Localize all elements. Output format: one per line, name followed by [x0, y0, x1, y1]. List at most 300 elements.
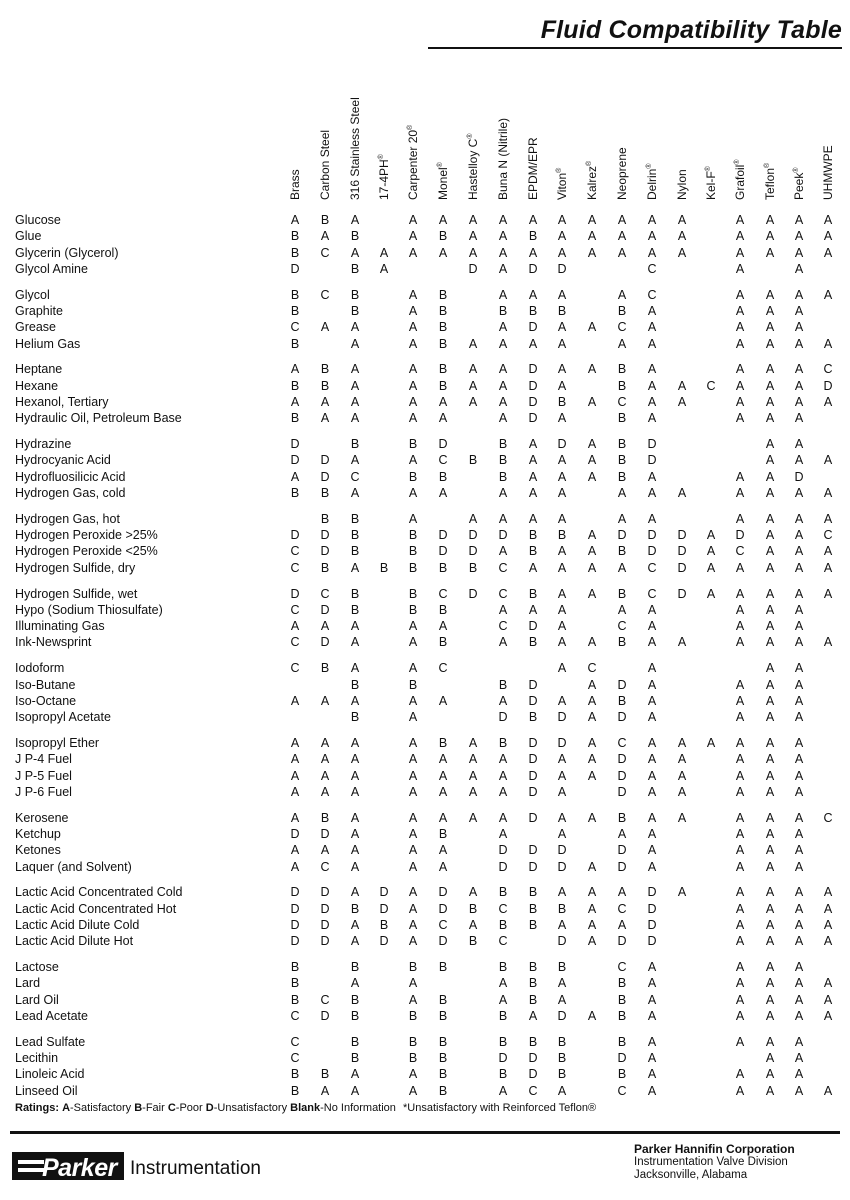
column-header-label: Teflon®: [763, 162, 777, 200]
rating-cell: B: [528, 528, 538, 543]
rating-cell: A: [765, 1051, 775, 1065]
rating-cell: A: [677, 378, 687, 393]
table-row: [0, 959, 850, 975]
rating-cell: A: [735, 735, 745, 750]
rating-cell: A: [290, 395, 300, 409]
rating-cell: D: [647, 544, 657, 559]
rating-cell: A: [557, 693, 567, 708]
rating-cell: A: [498, 378, 508, 393]
rating-cell: D: [320, 885, 330, 900]
rating-cell: C: [617, 320, 627, 335]
rating-cell: A: [617, 560, 627, 575]
rating-cell: A: [765, 677, 775, 692]
rating-cell: A: [677, 245, 687, 260]
table-row: [0, 511, 850, 527]
rating-cell: A: [735, 336, 745, 351]
rating-cell: A: [765, 661, 775, 676]
rating-cell: D: [528, 752, 538, 767]
rating-cell: A: [794, 1034, 804, 1049]
rating-cell: A: [557, 362, 567, 377]
rating-cell: A: [408, 395, 418, 409]
legend-text: -Fair: [142, 1102, 165, 1114]
table-row: [0, 1034, 850, 1050]
rating-cell: A: [647, 602, 657, 617]
rating-cell: A: [350, 917, 360, 932]
rating-cell: A: [823, 976, 833, 991]
rating-cell: A: [557, 976, 567, 991]
rating-cell: A: [408, 362, 418, 377]
rating-cell: A: [587, 229, 597, 244]
rating-cell: A: [528, 1008, 538, 1023]
table-row: [0, 336, 850, 352]
rating-cell: D: [647, 934, 657, 949]
rating-cell: A: [587, 586, 597, 601]
rating-cell: B: [557, 1034, 567, 1049]
rating-cell: A: [765, 378, 775, 393]
rating-cell: A: [587, 245, 597, 260]
rating-cell: B: [617, 635, 627, 650]
rating-cell: A: [320, 229, 330, 244]
rating-cell: A: [468, 917, 478, 932]
fluid-name: Hydrogen Sulfide, dry: [15, 560, 136, 575]
fluid-name: Glue: [15, 229, 42, 244]
rating-cell: D: [528, 261, 538, 276]
rating-cell: A: [557, 992, 567, 1007]
rating-cell: B: [617, 810, 627, 825]
rating-cell: D: [379, 934, 389, 949]
rating-cell: A: [647, 336, 657, 351]
rating-cell: A: [735, 810, 745, 825]
rating-cell: B: [350, 1034, 360, 1049]
rating-cell: D: [498, 528, 508, 543]
rating-cell: A: [557, 810, 567, 825]
rating-cell: A: [765, 304, 775, 318]
rating-cell: A: [735, 378, 745, 393]
rating-cell: A: [735, 261, 745, 276]
rating-cell: A: [794, 735, 804, 750]
rating-cell: A: [617, 229, 627, 244]
rating-cell: A: [290, 213, 300, 227]
rating-cell: A: [408, 378, 418, 393]
legend-note: *Unsatisfactory with Reinforced Teflon®: [402, 1102, 597, 1114]
rating-cell: A: [677, 735, 687, 750]
rating-cell: A: [647, 635, 657, 650]
rating-cell: D: [528, 693, 538, 708]
fluid-name: Graphite: [15, 304, 63, 318]
rating-cell: A: [557, 917, 567, 932]
rating-cell: A: [647, 710, 657, 725]
rating-cell: A: [617, 885, 627, 900]
rating-cell: A: [765, 810, 775, 825]
rating-cell: B: [408, 586, 418, 601]
rating-cell: A: [468, 784, 478, 799]
rating-cell: A: [290, 843, 300, 858]
rating-cell: A: [677, 885, 687, 900]
rating-cell: A: [765, 859, 775, 874]
rating-cell: A: [647, 843, 657, 858]
table-row: [0, 410, 850, 426]
rating-cell: C: [498, 619, 508, 634]
rating-cell: A: [557, 602, 567, 617]
rating-cell: D: [647, 901, 657, 916]
rating-cell: A: [408, 320, 418, 335]
rating-cell: A: [647, 245, 657, 260]
rating-cell: B: [557, 1067, 567, 1082]
rating-cell: C: [320, 586, 330, 601]
rating-cell: B: [498, 885, 508, 900]
rating-cell: C: [320, 859, 330, 874]
rating-cell: A: [765, 843, 775, 858]
rating-cell: B: [290, 411, 300, 426]
rating-cell: A: [794, 693, 804, 708]
page-title: Fluid Compatibility Table: [540, 16, 842, 44]
table-row: [0, 768, 850, 784]
rating-cell: A: [587, 677, 597, 692]
rating-cell: A: [408, 976, 418, 991]
rating-cell: B: [617, 453, 627, 468]
rating-cell: B: [498, 677, 508, 692]
rating-cell: B: [350, 1051, 360, 1065]
rating-cell: B: [557, 901, 567, 916]
legend-text: -Satisfactory: [70, 1102, 132, 1114]
rating-cell: A: [677, 486, 687, 500]
fluid-name: Hydrogen Peroxide <25%: [15, 544, 158, 559]
rating-cell: D: [498, 1051, 508, 1065]
legend-key: A: [62, 1102, 71, 1114]
fluid-name: Isopropyl Ether: [15, 735, 100, 750]
rating-cell: C: [290, 1051, 300, 1065]
fluid-name: Isopropyl Acetate: [15, 710, 111, 725]
rating-cell: B: [408, 602, 418, 617]
rating-cell: D: [528, 735, 538, 750]
rating-cell: A: [408, 336, 418, 351]
rating-cell: B: [438, 602, 448, 617]
rating-cell: C: [647, 261, 657, 276]
rating-cell: A: [350, 885, 360, 900]
rating-cell: A: [823, 992, 833, 1007]
rating-cell: B: [528, 635, 538, 650]
rating-cell: B: [320, 661, 330, 676]
rating-cell: B: [350, 544, 360, 559]
rating-cell: C: [617, 901, 627, 916]
table-row: [0, 436, 850, 452]
rating-cell: A: [823, 395, 833, 409]
rating-cell: A: [735, 511, 745, 526]
trademark-mark: ®: [556, 167, 563, 173]
rating-cell: A: [794, 843, 804, 858]
rating-cell: A: [735, 304, 745, 318]
rating-cell: D: [290, 453, 300, 468]
rating-cell: A: [765, 602, 775, 617]
rating-cell: A: [794, 528, 804, 543]
rating-cell: B: [557, 1051, 567, 1065]
rating-cell: B: [350, 901, 360, 916]
rating-cell: A: [823, 586, 833, 601]
rating-cell: A: [350, 735, 360, 750]
table-row: [0, 361, 850, 377]
rating-cell: B: [438, 826, 448, 841]
rating-cell: D: [320, 901, 330, 916]
rating-cell: B: [498, 304, 508, 318]
table-row: [0, 884, 850, 900]
table-row: [0, 901, 850, 917]
table-row: [0, 261, 850, 277]
column-header-label: Monel®: [436, 162, 450, 200]
rating-cell: B: [528, 1034, 538, 1049]
table-row: [0, 319, 850, 335]
fluid-name: Glycol: [15, 287, 50, 302]
rating-cell: A: [647, 378, 657, 393]
fluid-name: Lard Oil: [15, 992, 59, 1007]
rating-cell: A: [647, 213, 657, 227]
rating-cell: A: [468, 810, 478, 825]
rating-cell: B: [438, 1051, 448, 1065]
rating-cell: A: [647, 1083, 657, 1098]
rating-cell: B: [438, 560, 448, 575]
rating-cell: A: [647, 362, 657, 377]
rating-cell: A: [557, 411, 567, 426]
rating-cell: A: [823, 934, 833, 949]
rating-cell: A: [498, 693, 508, 708]
rating-cell: A: [765, 735, 775, 750]
rating-cell: A: [587, 693, 597, 708]
rating-cell: A: [794, 934, 804, 949]
fluid-name: Lactic Acid Concentrated Hot: [15, 901, 177, 916]
rating-cell: B: [528, 710, 538, 725]
rating-cell: A: [320, 768, 330, 783]
rating-cell: B: [350, 960, 360, 974]
rating-cell: A: [765, 885, 775, 900]
rating-cell: A: [557, 511, 567, 526]
rating-cell: A: [587, 560, 597, 575]
rating-cell: A: [735, 901, 745, 916]
fluid-name: Iodoform: [15, 661, 65, 676]
rating-cell: A: [765, 586, 775, 601]
rating-cell: A: [765, 752, 775, 767]
rating-cell: D: [498, 710, 508, 725]
rating-cell: A: [557, 469, 567, 484]
rating-cell: A: [735, 635, 745, 650]
rating-cell: D: [647, 453, 657, 468]
rating-cell: A: [794, 917, 804, 932]
company-division: Instrumentation Valve Division: [634, 1156, 788, 1168]
rating-cell: A: [557, 784, 567, 799]
table-row: [0, 287, 850, 303]
company-location: Jacksonville, Alabama: [634, 1169, 748, 1181]
logo-dash: [18, 1160, 44, 1164]
rating-cell: A: [794, 992, 804, 1007]
rating-cell: A: [350, 213, 360, 227]
column-header-label: Brass: [288, 169, 302, 200]
trademark-mark: ®: [734, 159, 741, 165]
column-header-label: Carpenter 20®: [406, 124, 420, 200]
fluid-name: J P-6 Fuel: [15, 784, 72, 799]
rating-cell: A: [438, 859, 448, 874]
rating-cell: A: [735, 619, 745, 634]
rating-cell: A: [735, 693, 745, 708]
rating-cell: C: [706, 378, 716, 393]
rating-cell: A: [706, 735, 716, 750]
rating-cell: A: [794, 486, 804, 500]
rating-cell: A: [438, 784, 448, 799]
rating-cell: D: [617, 859, 627, 874]
rating-cell: A: [408, 784, 418, 799]
rating-cell: D: [528, 784, 538, 799]
rating-cell: A: [617, 826, 627, 841]
rating-cell: A: [498, 486, 508, 500]
rating-cell: A: [794, 511, 804, 526]
rating-cell: A: [735, 677, 745, 692]
rating-cell: A: [823, 336, 833, 351]
company-info: [634, 1143, 795, 1182]
rating-cell: B: [408, 437, 418, 452]
rating-cell: A: [823, 1083, 833, 1098]
rating-cell: A: [528, 469, 538, 484]
rating-cell: A: [765, 619, 775, 634]
rating-cell: A: [735, 586, 745, 601]
logo-subtitle: Instrumentation: [130, 1158, 261, 1179]
rating-cell: A: [528, 453, 538, 468]
rating-cell: D: [379, 885, 389, 900]
rating-cell: A: [794, 661, 804, 676]
rating-cell: B: [290, 229, 300, 244]
rating-cell: A: [765, 826, 775, 841]
rating-cell: D: [528, 1051, 538, 1065]
rating-cell: A: [794, 304, 804, 318]
fluid-name: J P-5 Fuel: [15, 768, 72, 783]
rating-cell: A: [498, 511, 508, 526]
rating-cell: B: [290, 1067, 300, 1082]
rating-cell: A: [823, 1008, 833, 1023]
fluid-name: Hydrogen Gas, cold: [15, 486, 126, 500]
rating-cell: A: [468, 362, 478, 377]
rating-cell: B: [438, 378, 448, 393]
rating-cell: B: [408, 1034, 418, 1049]
rating-cell: A: [735, 1034, 745, 1049]
rating-cell: C: [320, 287, 330, 302]
rating-cell: D: [468, 544, 478, 559]
rating-cell: C: [617, 735, 627, 750]
rating-cell: D: [320, 635, 330, 650]
table-row: [0, 1008, 850, 1024]
rating-cell: A: [794, 677, 804, 692]
rating-cell: A: [735, 768, 745, 783]
table-row: [0, 1066, 850, 1082]
rating-cell: A: [735, 784, 745, 799]
table-row: [0, 933, 850, 949]
trademark-mark: ®: [793, 167, 800, 173]
rating-cell: B: [379, 917, 389, 932]
rating-cell: A: [498, 395, 508, 409]
rating-cell: D: [290, 528, 300, 543]
trademark-mark: ®: [437, 162, 444, 168]
rating-cell: A: [677, 768, 687, 783]
rating-cell: A: [350, 378, 360, 393]
rating-cell: D: [617, 768, 627, 783]
rating-cell: A: [794, 362, 804, 377]
table-row: [0, 586, 850, 602]
column-header-label: Carbon Steel: [318, 129, 332, 200]
rating-cell: A: [794, 710, 804, 725]
rating-cell: A: [408, 619, 418, 634]
rating-cell: A: [408, 411, 418, 426]
rating-cell: A: [557, 885, 567, 900]
rating-cell: D: [557, 735, 567, 750]
rating-cell: A: [735, 1008, 745, 1023]
rating-cell: B: [290, 304, 300, 318]
rating-cell: A: [408, 752, 418, 767]
rating-cell: D: [557, 261, 567, 276]
column-header-label: Neoprene: [615, 147, 629, 200]
rating-cell: A: [587, 810, 597, 825]
column-header-label: Buna N (Nitrile): [496, 117, 510, 200]
rating-cell: D: [647, 917, 657, 932]
rating-cell: A: [823, 486, 833, 500]
rating-cell: A: [587, 213, 597, 227]
rating-cell: A: [765, 976, 775, 991]
rating-cell: A: [350, 486, 360, 500]
rating-cell: D: [438, 437, 448, 452]
fluid-name: Glycerin (Glycerol): [15, 245, 119, 260]
rating-cell: B: [320, 486, 330, 500]
fluid-name: Iso-Butane: [15, 677, 76, 692]
rating-cell: A: [823, 901, 833, 916]
rating-cell: A: [438, 395, 448, 409]
rating-cell: A: [408, 992, 418, 1007]
rating-cell: A: [794, 378, 804, 393]
rating-cell: D: [735, 528, 745, 543]
rating-cell: C: [350, 469, 360, 484]
rating-cell: B: [528, 885, 538, 900]
trademark-mark: ®: [764, 162, 771, 168]
rating-cell: A: [587, 362, 597, 377]
rating-cell: B: [350, 528, 360, 543]
rating-cell: A: [408, 304, 418, 318]
rating-cell: B: [320, 213, 330, 227]
rating-cell: A: [794, 1051, 804, 1065]
legend-key: Blank: [290, 1102, 321, 1114]
rating-cell: D: [677, 560, 687, 575]
rating-cell: A: [647, 784, 657, 799]
rating-cell: A: [735, 960, 745, 974]
rating-cell: B: [528, 229, 538, 244]
table-row: [0, 543, 850, 559]
rating-cell: D: [677, 544, 687, 559]
rating-cell: A: [647, 304, 657, 318]
table-row: [0, 810, 850, 826]
rating-cell: A: [735, 826, 745, 841]
rating-cell: A: [735, 395, 745, 409]
rating-cell: A: [823, 213, 833, 227]
rating-cell: C: [823, 362, 833, 377]
rating-cell: A: [794, 768, 804, 783]
rating-cell: D: [647, 528, 657, 543]
legend-key: B: [134, 1102, 143, 1114]
rating-cell: A: [498, 245, 508, 260]
rating-cell: D: [617, 710, 627, 725]
table-row: [0, 1083, 850, 1099]
column-header-label: 316 Stainless Steel: [348, 97, 362, 200]
rating-cell: A: [557, 619, 567, 634]
rating-cell: A: [468, 735, 478, 750]
rating-cell: A: [647, 693, 657, 708]
rating-cell: A: [735, 843, 745, 858]
rating-cell: D: [557, 710, 567, 725]
rating-cell: A: [647, 1067, 657, 1082]
rating-cell: A: [765, 693, 775, 708]
rating-cell: B: [617, 469, 627, 484]
rating-cell: A: [794, 960, 804, 974]
